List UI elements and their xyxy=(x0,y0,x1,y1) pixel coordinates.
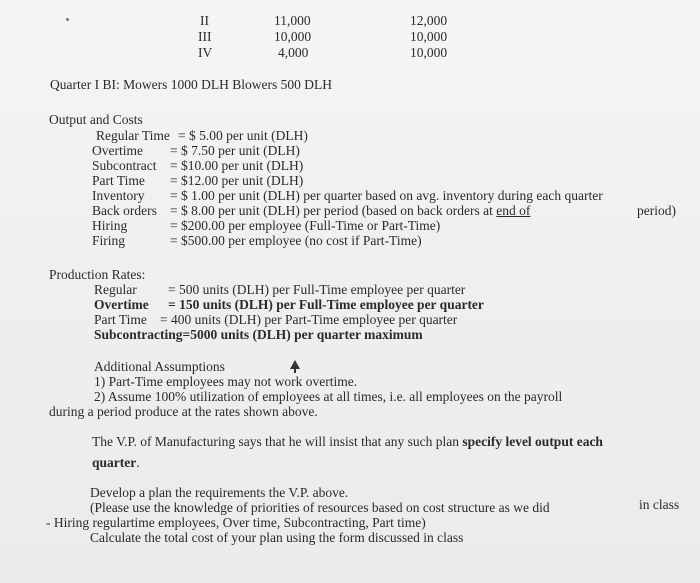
rates-heading: Production Rates: xyxy=(49,267,146,282)
vp-period: . xyxy=(136,455,140,470)
assumption-2-cont: during a period produce at the rates shown above. xyxy=(49,404,318,419)
assumption-2: 2) Assume 100% utilization of employees at all times, i.e. all employees on the payroll xyxy=(94,389,563,404)
cost-value: = $ 5.00 per unit (DLH) xyxy=(178,128,308,143)
vp-emphasis-2: quarter xyxy=(92,455,137,470)
table-value-a: 10,000 xyxy=(274,29,312,44)
rate-value: = 150 units (DLH) per Full-Time employee per quarter xyxy=(168,297,484,312)
rate-label: Regular xyxy=(94,282,137,297)
cost-value: = $200.00 per employee (Full-Time or Part-Time) xyxy=(170,218,441,233)
assumption-1: 1) Part-Time employees may not work overtime. xyxy=(94,374,358,389)
table-quarter: IV xyxy=(198,45,213,60)
develop-line-3: - Hiring regulartime employees, Over time, Subcontracting, Part time) xyxy=(46,515,426,530)
table-quarter: III xyxy=(198,29,212,44)
cost-value: = $ 1.00 per unit (DLH) per quarter based on avg. inventory during each quarter xyxy=(170,188,603,203)
cost-label: Part Time xyxy=(92,173,145,188)
cost-value: = $10.00 per unit (DLH) xyxy=(170,158,304,173)
bullet-dot xyxy=(66,18,69,21)
cost-label: Inventory xyxy=(92,188,145,203)
cost-value xyxy=(170,203,530,219)
cost-label: Regular Time xyxy=(96,128,170,143)
rate-value: = 500 units (DLH) per Full-Time employee per quarter xyxy=(168,282,466,297)
cost-label: Back orders xyxy=(92,203,157,218)
table-value-a: 11,000 xyxy=(274,13,311,28)
table-value-a: 4,000 xyxy=(278,45,309,60)
develop-line-2-tail: in class xyxy=(639,497,680,512)
cost-label: Firing xyxy=(92,233,126,248)
develop-line-1: Develop a plan the requirements the V.P. above. xyxy=(90,485,349,500)
mouse-cursor-tail xyxy=(294,368,296,373)
cost-value-text: = $ 8.00 per unit (DLH) per period (based on back orders at xyxy=(170,203,493,218)
rate-label: Part Time xyxy=(94,312,147,327)
cost-label: Subcontract xyxy=(92,158,157,173)
table-value-b: 12,000 xyxy=(410,13,448,28)
cost-value-underlined: end of xyxy=(496,203,531,218)
table-value-b: 10,000 xyxy=(410,45,448,60)
develop-line-4: Calculate the total cost of your plan using the form discussed in class xyxy=(90,530,464,545)
subcontracting-line: Subcontracting=5000 units (DLH) per quarter maximum xyxy=(94,327,423,342)
cost-value: = $500.00 per employee (no cost if Part-Time) xyxy=(170,233,422,248)
table-value-b: 10,000 xyxy=(410,29,448,44)
vp-statement-end xyxy=(92,455,140,471)
vp-text: The V.P. of Manufacturing says that he will insist that any such plan xyxy=(92,434,459,449)
cost-label: Hiring xyxy=(92,218,128,233)
rate-label: Overtime xyxy=(94,297,149,312)
vp-emphasis: specify level output each xyxy=(462,434,603,449)
vp-statement xyxy=(92,434,603,450)
cost-value-continuation: period) xyxy=(637,203,676,218)
table-quarter: II xyxy=(200,13,209,28)
assumptions-heading: Additional Assumptions xyxy=(94,359,225,374)
cost-value: = $12.00 per unit (DLH) xyxy=(170,173,304,188)
rate-value: = 400 units (DLH) per Part-Time employee per quarter xyxy=(160,312,458,327)
cost-label: Overtime xyxy=(92,143,143,158)
develop-line-2: (Please use the knowledge of priorities of resources based on cost structure as we did xyxy=(90,500,550,515)
quarter-line: Quarter I BI: Mowers 1000 DLH Blowers 500 DLH xyxy=(50,77,332,92)
cost-value: = $ 7.50 per unit (DLH) xyxy=(170,143,300,158)
costs-heading: Output and Costs xyxy=(49,112,143,127)
